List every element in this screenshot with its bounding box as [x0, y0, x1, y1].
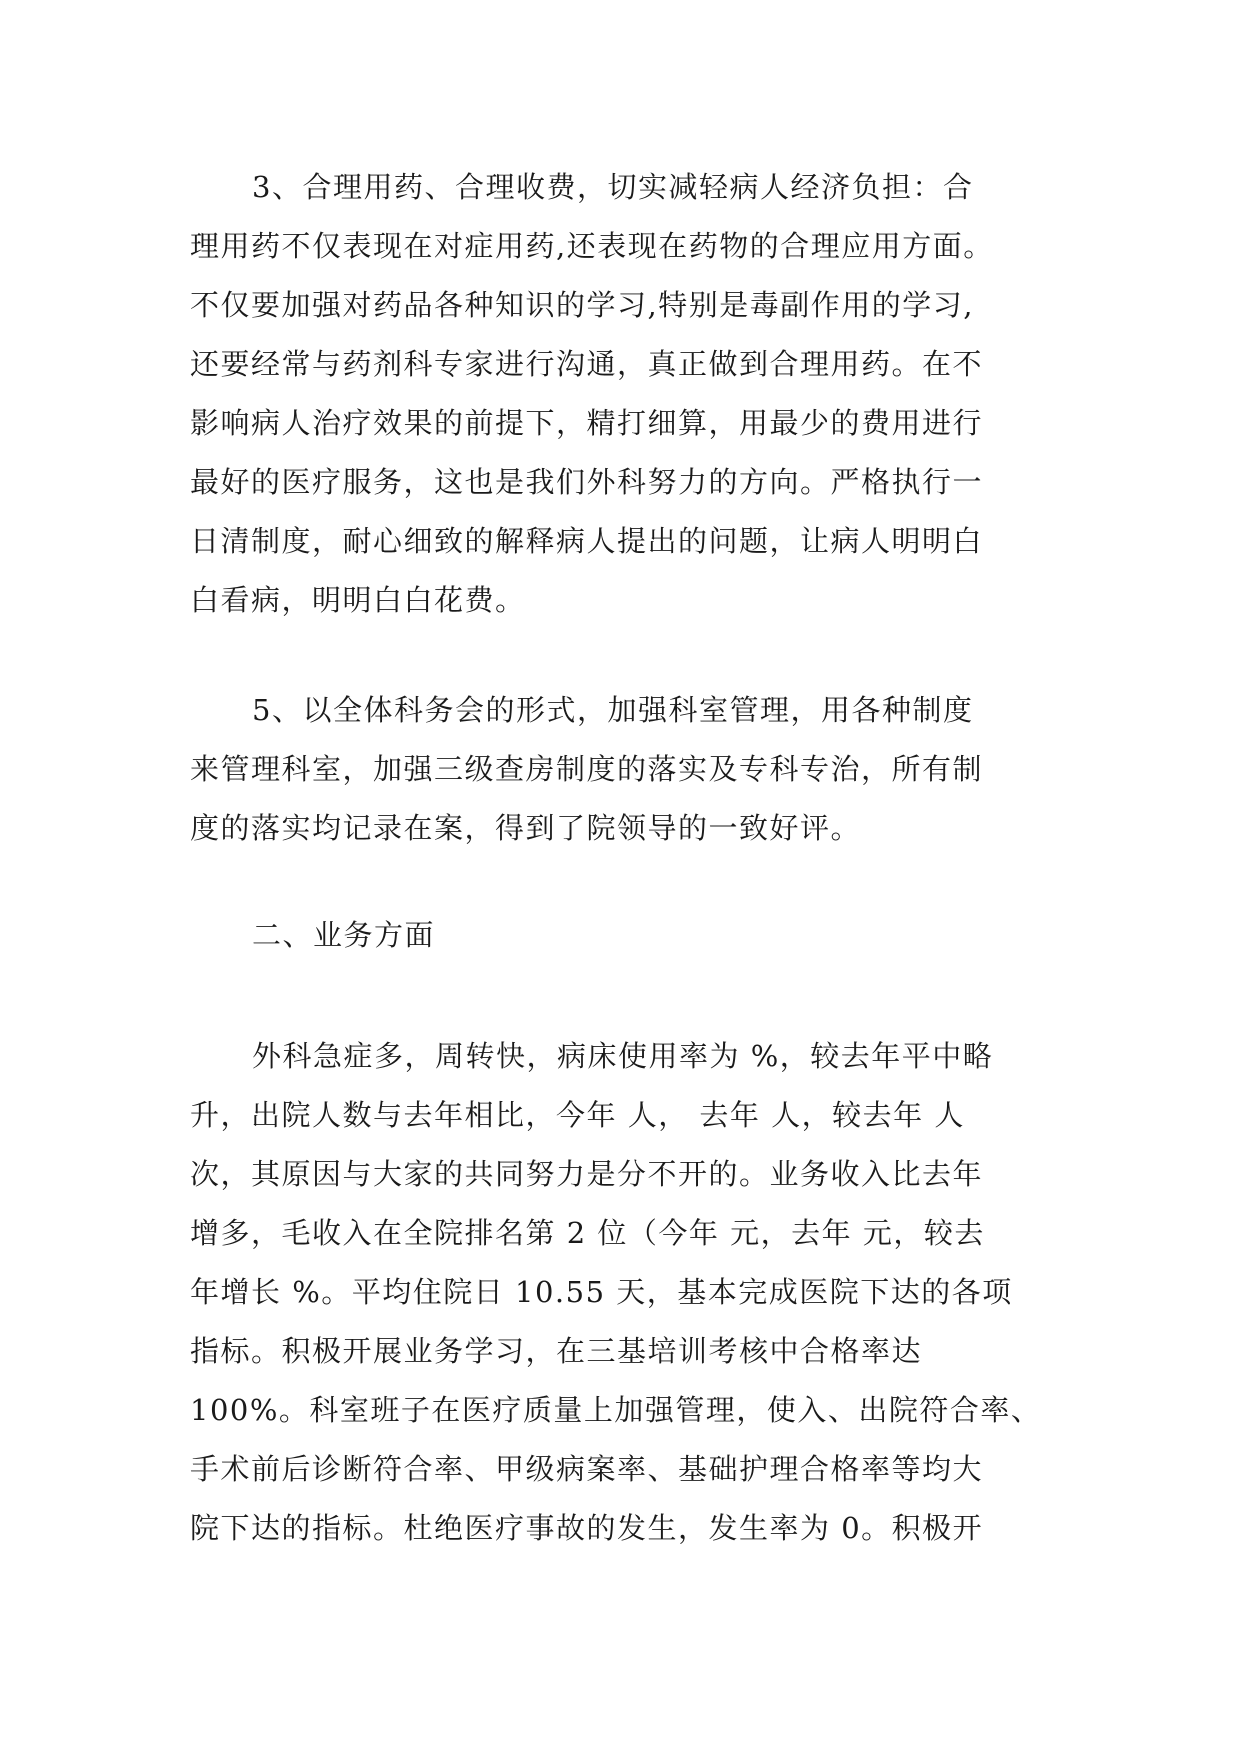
paragraph-line: 度的落实均记录在案，得到了院领导的一致好评。: [190, 811, 862, 845]
paragraph-line: 白看病，明明白白花费。: [190, 583, 526, 617]
paragraph-line: 还要经常与药剂科专家进行沟通，真正做到合理用药。在不: [190, 347, 984, 381]
paragraph-line: 影响病人治疗效果的前提下，精打细算，用最少的费用进行: [190, 406, 984, 440]
paragraph-rational-medication: [190, 158, 1070, 630]
paragraph-line: 日清制度，耐心细致的解释病人提出的问题，让病人明明白: [190, 524, 984, 558]
paragraph-line: 外科急症多，周转快，病床使用率为 %，较去年平中略: [252, 1039, 994, 1073]
paragraph-line: 手术前后诊断符合率、甲级病案率、基础护理合格率等均大: [190, 1452, 984, 1486]
paragraph-line: 次，其原因与大家的共同努力是分不开的。业务收入比去年: [190, 1157, 984, 1191]
paragraph-line: 100%。科室班子在医疗质量上加强管理，使入、出院符合率、: [190, 1393, 1042, 1427]
paragraph-line: 理用药不仅表现在对症用药,还表现在药物的合理应用方面。: [190, 229, 994, 263]
paragraph-line: 增多，毛收入在全院排名第 2 位（今年 元，去年 元，较去: [190, 1216, 985, 1250]
paragraph-line: 升，出院人数与去年相比，今年 人， 去年 人，较去年 人: [190, 1098, 965, 1132]
paragraph-line: 来管理科室，加强三级查房制度的落实及专科专治，所有制: [190, 752, 984, 786]
section-heading-text: 二、业务方面: [252, 918, 436, 952]
paragraph-line: 3、合理用药、合理收费，切实减轻病人经济负担：合: [252, 170, 974, 204]
paragraph-line: 指标。积极开展业务学习，在三基培训考核中合格率达: [190, 1334, 923, 1368]
paragraph-department-management: [190, 681, 1070, 858]
paragraph-business: [190, 1027, 1070, 1558]
paragraph-line: 年增长 %。平均住院日 10.55 天，基本完成医院下达的各项: [190, 1275, 1013, 1309]
paragraph-line: 最好的医疗服务，这也是我们外科努力的方向。严格执行一: [190, 465, 984, 499]
paragraph-line: 不仅要加强对药品各种知识的学习,特别是毒副作用的学习,: [190, 288, 974, 322]
paragraph-line: 5、以全体科务会的形式，加强科室管理，用各种制度: [252, 693, 974, 727]
section-heading: [190, 906, 1070, 965]
paragraph-line: 院下达的指标。杜绝医疗事故的发生，发生率为 0。积极开: [190, 1511, 984, 1545]
